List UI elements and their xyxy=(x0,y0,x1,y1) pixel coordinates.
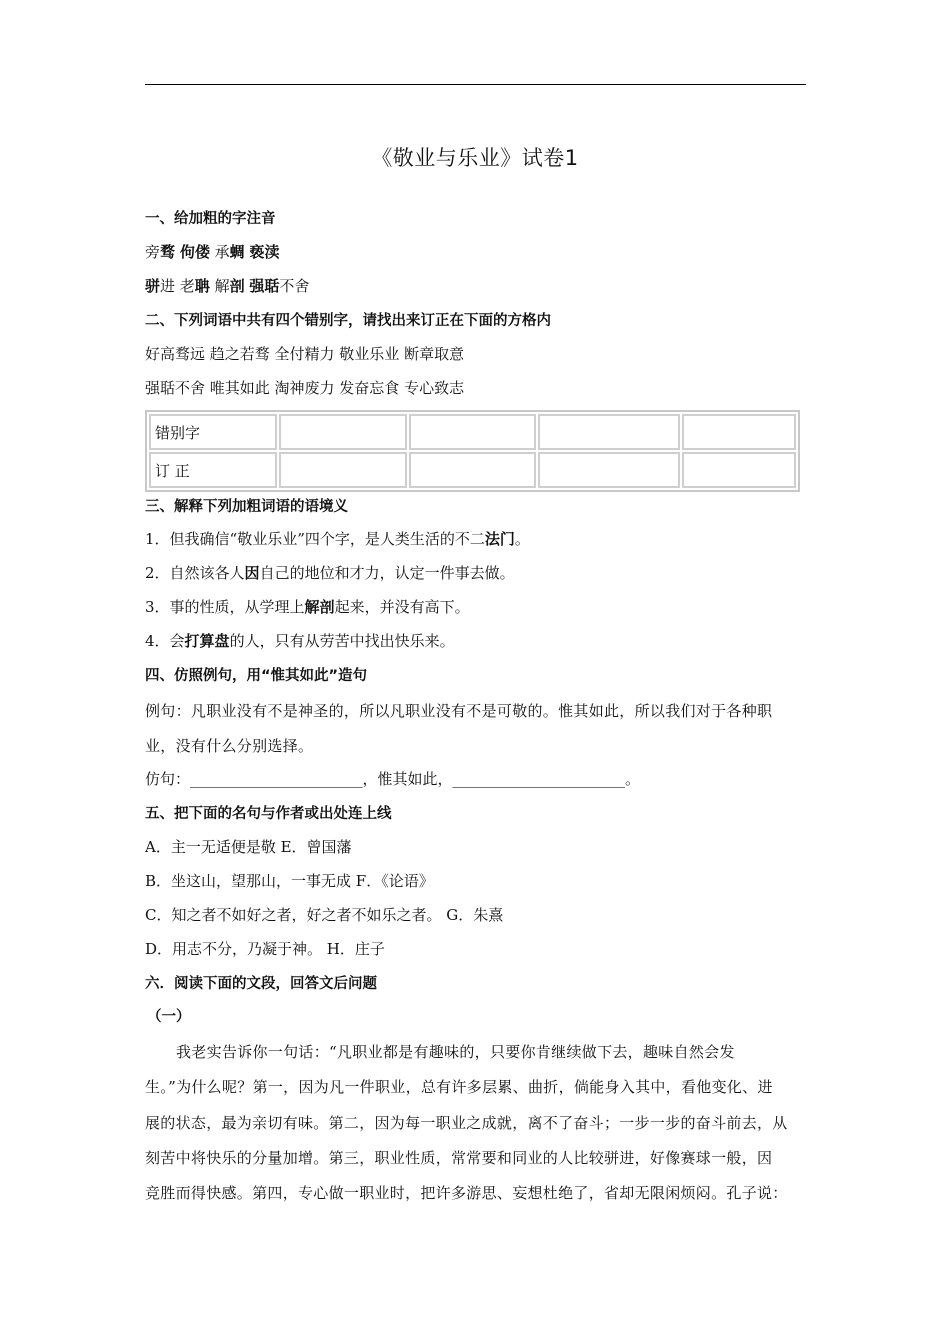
bold-term: 骈 xyxy=(145,277,161,295)
text-run: 3．事的性质，从学理上 xyxy=(145,598,305,616)
section2-heading: 二、下列词语中共有四个错别字，请找出来订正在下面的方格内 xyxy=(145,313,551,329)
answer-cell[interactable] xyxy=(409,414,537,450)
answer-cell[interactable] xyxy=(279,452,407,488)
page-title: 《敬业与乐业》试卷1 xyxy=(371,146,579,170)
section2-words-line2: 强聒不舍 唯其如此 淘神废力 发奋忘食 专心致志 xyxy=(145,379,465,397)
section3-item-3 xyxy=(145,597,470,617)
bold-term: 聃 xyxy=(194,277,210,295)
section6-subheading: （一） xyxy=(147,1009,191,1025)
text-run: 解 xyxy=(209,277,230,295)
answer-cell[interactable] xyxy=(279,414,407,450)
text-run: 2．自然该各人 xyxy=(145,564,245,582)
bold-term: 强聒 xyxy=(249,277,280,295)
text-run: 承 xyxy=(209,243,230,261)
header-rule xyxy=(145,84,806,85)
section6-heading: 六．阅读下面的文段，回答文后问题 xyxy=(145,976,377,992)
section4-example-line2: 业，没有什么分别选择。 xyxy=(145,737,314,755)
section3-heading: 三、解释下列加粗词语的语境义 xyxy=(145,499,348,515)
section4-example-line1: 例句：凡职业没有不是神圣的，所以凡职业没有不是可敬的。惟其如此，所以我们对于各种职 xyxy=(145,702,773,720)
section4-fill-in: 仿句：_______________________，惟其如此，_______________________。 xyxy=(145,770,641,788)
table-row xyxy=(149,414,796,450)
section1-heading: 一、给加粗的字注音 xyxy=(145,211,276,227)
section5-item-d: D．用志不分，乃凝于神。 H．庄子 xyxy=(145,940,385,958)
section5-item-b: B．坐这山，望那山，一事无成 F．《论语》 xyxy=(145,872,434,890)
bold-term: 打算盘 xyxy=(184,632,230,650)
section1-row2 xyxy=(145,276,309,296)
text-run: 的人，只有从劳苦中找出快乐来。 xyxy=(229,632,455,650)
bold-term: 亵渎 xyxy=(249,243,280,261)
section5-item-c: C．知之者不如好之者，好之者不如乐之者。 G．朱熹 xyxy=(145,906,504,924)
bold-term: 法门 xyxy=(484,530,515,548)
section5-heading: 五、把下面的名句与作者或出处连上线 xyxy=(145,806,392,822)
section3-item-2 xyxy=(145,563,515,583)
text-run: 。 xyxy=(514,530,530,548)
bold-term: 骛 xyxy=(160,243,176,261)
passage-line-2: 生。”为什么呢？第一，因为凡一件职业，总有许多层累、曲折，倘能身入其中，看他变化、进 xyxy=(145,1078,773,1096)
answer-cell[interactable] xyxy=(682,452,796,488)
text-run: 不舍 xyxy=(279,277,310,295)
answer-cell[interactable] xyxy=(538,452,679,488)
text-run: 1．但我确信“敬业乐业”四个字，是人类生活的不二 xyxy=(145,530,485,548)
text-run: 4．会 xyxy=(145,632,185,650)
answer-cell[interactable] xyxy=(409,452,537,488)
bold-term: 解剖 xyxy=(304,598,335,616)
passage-line-1: 我老实告诉你一句话：“凡职业都是有趣味的，只要你肯继续做下去，趣味自然会发 xyxy=(176,1043,735,1061)
section4-heading: 四、仿照例句，用“惟其如此”造句 xyxy=(145,668,368,684)
passage-line-5: 竞胜而得快感。第四，专心做一职业时，把许多游思、妄想杜绝了，省却无限闲烦闷。孔子说： xyxy=(145,1184,788,1202)
row-label-correction: 订 正 xyxy=(149,452,277,488)
passage-line-4: 刻苦中将快乐的分量加增。第三，职业性质，常常要和同业的人比较骈进，好像赛球一般，因 xyxy=(145,1149,773,1167)
bold-term: 因 xyxy=(244,564,260,582)
text-run: 自己的地位和才力，认定一件事去做。 xyxy=(259,564,515,582)
section3-item-1 xyxy=(145,529,530,549)
section2-words-line1: 好高骛远 趋之若骛 全付精力 敬业乐业 断章取意 xyxy=(145,345,465,363)
section3-item-4 xyxy=(145,631,455,651)
section5-item-a: A．主一无适便是敬 E．曾国藩 xyxy=(145,838,352,856)
bold-term: 佝偻 xyxy=(179,243,210,261)
answer-cell[interactable] xyxy=(682,414,796,450)
passage-line-3: 展的状态，最为亲切有味。第二，因为每一职业之成就，离不了奋斗；一步一步的奋斗前去，从 xyxy=(145,1114,788,1132)
answer-cell[interactable] xyxy=(538,414,679,450)
row-label-wrong-char: 错别字 xyxy=(149,414,277,450)
correction-table xyxy=(145,410,800,492)
bold-term: 剖 xyxy=(229,277,245,295)
text-run: 进 老 xyxy=(160,277,195,295)
text-run: 起来，并没有高下。 xyxy=(334,598,470,616)
section1-row1 xyxy=(145,242,279,262)
table-row xyxy=(149,452,796,488)
bold-term: 蜩 xyxy=(229,243,245,261)
text-run: 旁 xyxy=(145,243,161,261)
